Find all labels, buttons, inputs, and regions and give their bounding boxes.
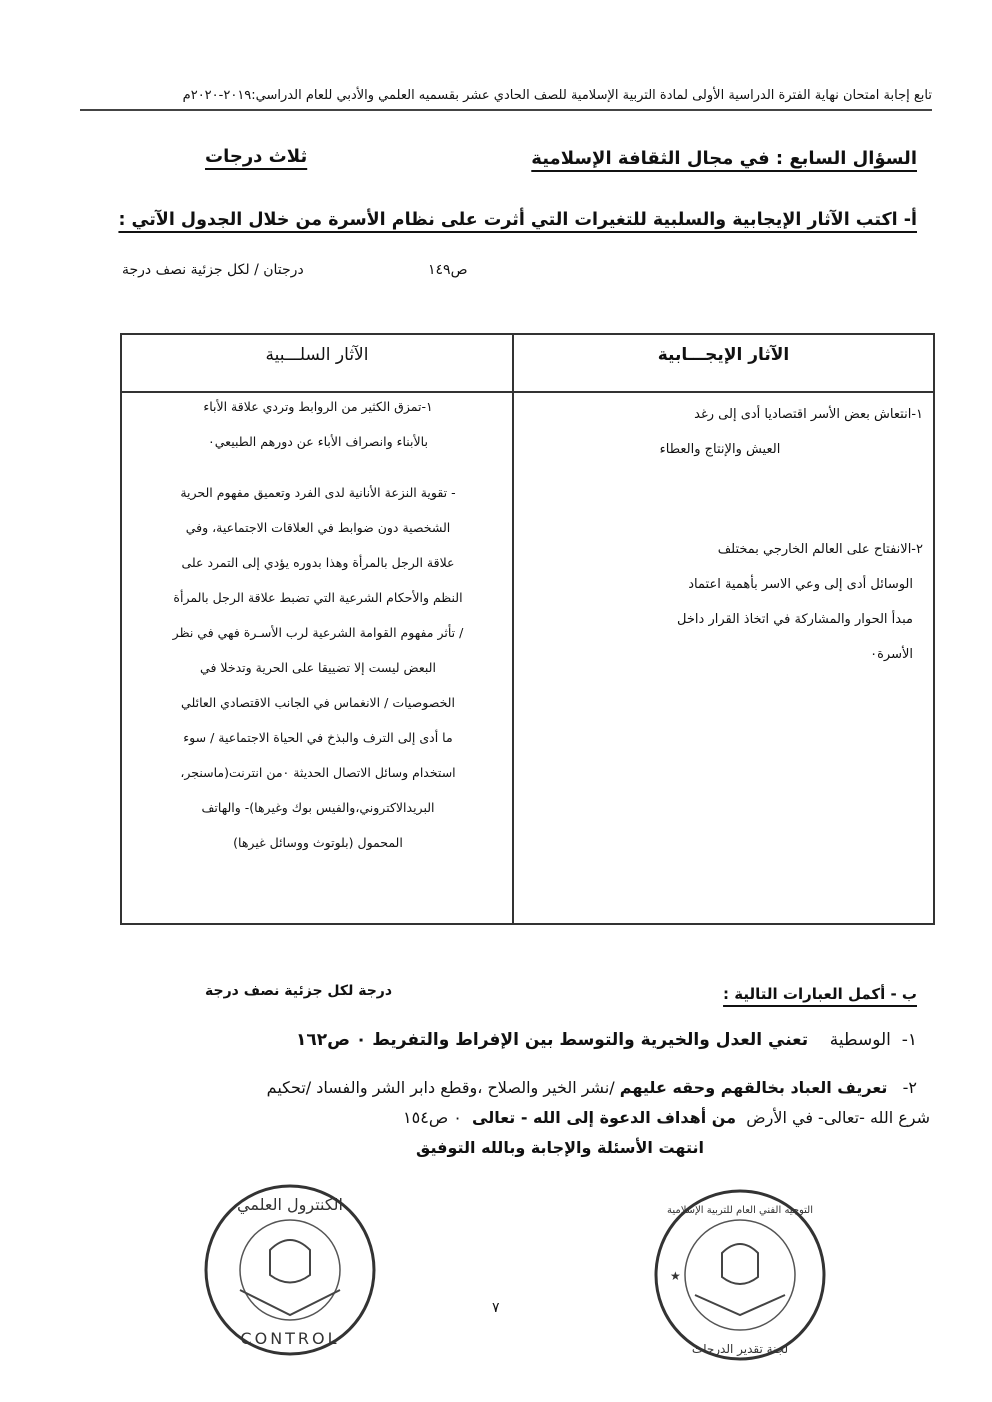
negative-header: الآثار السلـــبية	[265, 345, 369, 365]
part-b-item-2	[267, 1078, 917, 1097]
item-page-ref: ٠ ص١٥٤	[403, 1108, 462, 1127]
part-b-instruction: ب - أكمل العبارات التالية :	[723, 985, 917, 1003]
positive-line: ١-انتعاش بعض الأسر اقتصاديا أدى إلى رغد	[694, 407, 923, 422]
positive-header: الآثار الإيجـــابية	[657, 345, 790, 365]
part-a-page-ref: ص١٤٩	[428, 262, 468, 278]
negative-line: الخصوصيات / الانغماس في الجانب الاقتصادي العائلي	[181, 695, 455, 710]
part-a-grading: درجتان / لكل جزئية نصف درجة	[122, 262, 304, 278]
positive-line: ٢-الانفتاح على العالم الخارجي بمختلف	[717, 542, 923, 557]
part-a-instruction: أ- اكتب الآثار الإيجابية والسلبية للتغيرات التي أثرت على نظام الأسرة من خلال الجدول الآتي :	[118, 210, 917, 230]
positive-line: مبدأ الحوار والمشاركة في اتخاذ القرار داخل	[677, 612, 913, 627]
negative-line: البريدالاكتروني،والفيس بوك وغيرها)- والهاتف	[201, 800, 435, 815]
negative-line: ١-تمزق الكثير من الروابط وتردي علاقة الأباء	[203, 399, 433, 414]
item-answer-bold: تعريف العباد بخالقهم وحقه عليهم	[619, 1078, 888, 1097]
negative-line: البعض ليست إلا تضييقا على الحرية وتدخلا في	[200, 660, 436, 675]
item-label: الوسطية	[829, 1030, 891, 1050]
question-marks: ثلاث درجات	[205, 146, 308, 167]
item-answer-text: شرع الله -تعالى- في الأرض	[746, 1108, 930, 1127]
closing-text: انتهت الأسئلة والإجابة وبالله التوفيق	[416, 1138, 704, 1157]
negative-effects	[128, 389, 508, 860]
item-answer-bold: من أهداف الدعوة إلى الله - تعالى	[472, 1108, 737, 1127]
negative-line: ما أدى إلى الترف والبذخ في الحياة الاجتماعية / سوء	[183, 730, 453, 745]
item-number: ١-	[901, 1030, 917, 1050]
svg-text:التوجيه الفني العام للتربية ال: التوجيه الفني العام للتربية الإسلامية	[666, 1205, 814, 1216]
negative-line: علاقة الرجل بالمرأة وهذا بدوره يؤدي إلى التمرد على	[181, 555, 455, 570]
part-b-grading: درجة لكل جزئية نصف درجة	[205, 983, 393, 999]
positive-line: الوسائل أدى إلى وعي الاسر بأهمية اعتماد	[688, 577, 913, 592]
question-title: السؤال السابع : في مجال الثقافة الإسلامية	[531, 148, 917, 169]
negative-line: استخدام وسائل الاتصال الحديثة ٠من انترنت(ماسنجر،	[180, 765, 456, 780]
negative-line: - تقوية النزعة الأنانية لدى الفرد وتعميق مفهوم الحرية	[180, 485, 456, 500]
part-b-item-1	[296, 1030, 917, 1050]
negative-line: الشخصية دون ضوابط في العلاقات الاجتماعية، وفي	[185, 520, 451, 535]
svg-text:★: ★	[670, 1269, 681, 1283]
effects-table	[120, 333, 935, 925]
svg-text:CONTROL: CONTROL	[240, 1329, 340, 1348]
svg-text:لجنة تقدير الدرجات: لجنة تقدير الدرجات	[691, 1342, 789, 1356]
item-answer-rest: /نشر الخير والصلاح ،وقطع دابر الشر والفساد /تحكيم	[266, 1078, 615, 1097]
page-number: ٧	[492, 1300, 500, 1316]
grading-committee-stamp	[650, 1185, 830, 1365]
control-stamp	[200, 1180, 380, 1360]
negative-line: النظم والأحكام الشرعية التي تضبط علاقة الرجل بالمرأة	[173, 590, 463, 605]
column-divider	[512, 335, 514, 923]
negative-line: المحمول (بلوتوث ووسائل غيرها)	[233, 835, 403, 850]
positive-line: العيش والإنتاج والعطاء	[659, 442, 781, 457]
negative-line: بالأبناء وانصراف الأباء عن دورهم الطبيعي٠	[208, 434, 428, 449]
negative-line: / تأثر مفهوم القوامة الشرعية لرب الأسـرة فهي في نظر	[172, 625, 464, 640]
positive-effects	[517, 397, 923, 672]
positive-line: الأسرة٠	[870, 647, 913, 662]
item-number: ٢-	[902, 1078, 917, 1097]
item-answer: تعني العدل والخيرية والتوسط بين الإفراط والتفريط ٠ ص١٦٢	[295, 1030, 809, 1050]
svg-text:الكنترول العلمي: الكنترول العلمي	[237, 1195, 343, 1214]
page-header: تابع إجابة امتحان نهاية الفترة الدراسية الأولى لمادة التربية الإسلامية للصف الحادي عشر بقسميه العلمي والأدبي للعام الدراسي:٢٠١٩-٢٠٢٠م	[80, 88, 932, 111]
part-b-item-2-line-2	[403, 1108, 930, 1127]
